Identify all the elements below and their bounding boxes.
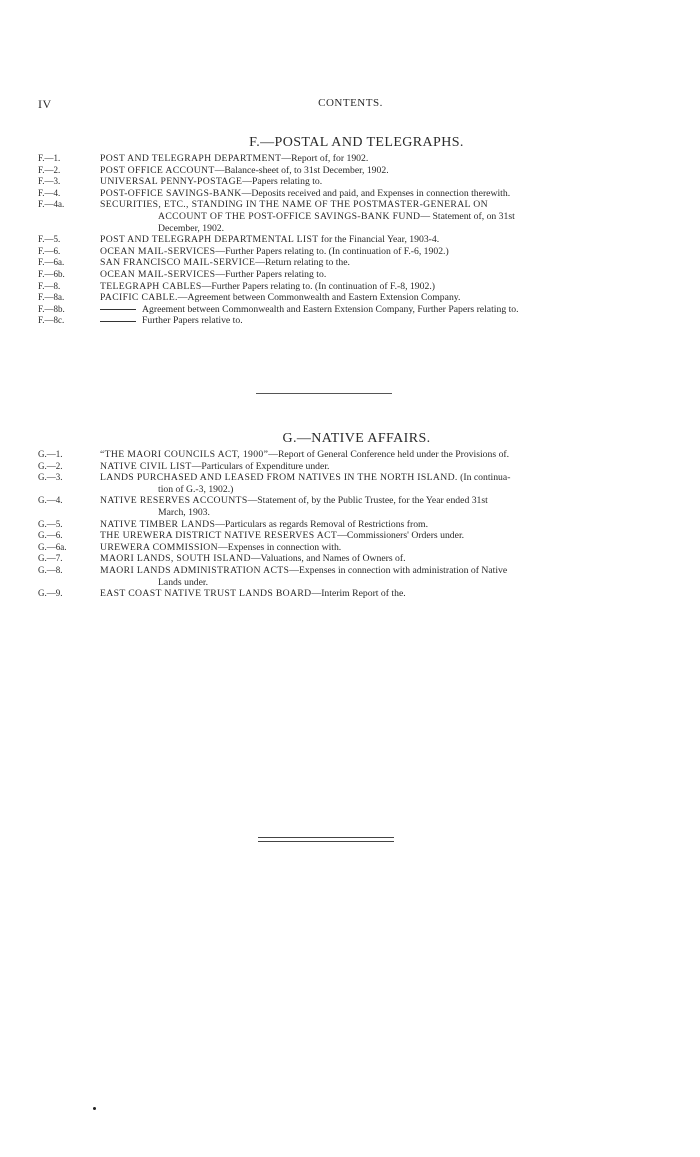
entry-continuation	[100, 507, 663, 519]
list-item	[38, 542, 663, 554]
entry-list	[38, 449, 663, 600]
entry-description: —Statement of, by the Public Trustee, for the Year ended 31st	[247, 495, 488, 507]
page-header	[38, 97, 663, 113]
entry-code: G.—4.	[38, 495, 63, 506]
entry-description: — Statement of, on 31st	[420, 210, 515, 222]
entry-text	[100, 188, 663, 200]
list-item	[38, 519, 663, 531]
list-item	[38, 565, 663, 588]
entry-description: December, 1902.	[158, 222, 225, 234]
list-item	[38, 588, 663, 600]
print-speck	[93, 1107, 96, 1110]
list-item	[38, 188, 663, 200]
entry-code: G.—6a.	[38, 541, 67, 552]
entry-text	[100, 246, 663, 258]
entry-description: —Agreement between Commonwealth and Eastern Extension Company.	[177, 292, 461, 304]
entry-description: —Report of General Conference held under the Provisions of.	[268, 449, 510, 460]
entry-continuation	[100, 223, 663, 235]
entry-code: G.—1.	[38, 449, 63, 459]
entry-text	[100, 292, 663, 304]
entry-heading: LANDS PURCHASED AND LEASED FROM NATIVES IN THE NORTH ISLAND.	[100, 472, 458, 484]
entry-text	[100, 495, 663, 518]
entry-text	[100, 165, 663, 177]
entry-text	[100, 553, 663, 565]
entry-heading: NATIVE TIMBER LANDS	[100, 518, 216, 530]
entry-text	[100, 234, 663, 246]
entry-code: F.—5.	[38, 234, 61, 245]
entry-code: F.—4a.	[38, 199, 65, 210]
entry-heading: TELEGRAPH CABLES	[100, 280, 202, 292]
list-item	[38, 304, 663, 316]
entry-description: for the Financial Year, 1903-4.	[318, 234, 440, 246]
entry-code: F.—6b.	[38, 268, 65, 279]
entry-code: G.—3.	[38, 472, 63, 483]
entry-text	[100, 176, 663, 188]
entry-heading: OCEAN MAIL-SERVICES	[100, 245, 216, 257]
section-title: G.—NATIVE AFFAIRS.	[282, 431, 431, 446]
section-postal-telegraphs	[38, 133, 663, 327]
entry-code: G.—6.	[38, 530, 63, 541]
entry-description: Agreement between Commonwealth and Eastern Extension Company, Further Papers relating to.	[142, 303, 519, 315]
entry-description: —Further Papers relating to.	[215, 268, 327, 280]
entry-heading: ACCOUNT OF THE POST-OFFICE SAVINGS-BANK FUND	[158, 210, 421, 222]
entry-heading: “THE MAORI COUNCILS ACT, 1900”	[100, 449, 269, 460]
entry-heading: POST OFFICE ACCOUNT	[100, 164, 215, 176]
entry-code: F.—1.	[38, 153, 61, 163]
entry-text	[100, 530, 663, 542]
list-item	[38, 449, 663, 461]
ditto-rule	[100, 309, 136, 310]
list-item	[38, 246, 663, 258]
entry-heading: EAST COAST NATIVE TRUST LANDS BOARD	[100, 588, 312, 600]
entry-text	[100, 281, 663, 293]
entry-text	[100, 472, 663, 495]
entry-text	[100, 565, 663, 588]
list-item	[38, 153, 663, 165]
ditto-rule	[100, 321, 136, 322]
list-item	[38, 292, 663, 304]
entry-description: March, 1903.	[158, 506, 210, 518]
entry-code: F.—2.	[38, 164, 61, 175]
entry-description: —Expenses in connection with administration of Native	[289, 564, 508, 576]
section-title: F.—POSTAL AND TELEGRAPHS.	[249, 135, 464, 150]
entry-text	[100, 199, 663, 234]
entry-description: —Deposits received and paid, and Expenses in connection therewith.	[241, 187, 511, 199]
list-item	[38, 495, 663, 518]
entry-text	[100, 588, 663, 600]
list-item	[38, 461, 663, 473]
list-item	[38, 269, 663, 281]
list-item	[38, 281, 663, 293]
entry-description: —Valuations, and Names of Owners of.	[250, 553, 406, 565]
entry-text	[100, 461, 663, 473]
entry-heading: SAN FRANCISCO MAIL-SERVICE	[100, 257, 256, 269]
entry-heading: THE UREWERA DISTRICT NATIVE RESERVES ACT	[100, 530, 338, 542]
entry-text	[100, 315, 663, 327]
entry-description: Further Papers relative to.	[142, 315, 243, 327]
entry-code: F.—8.	[38, 280, 61, 291]
list-item	[38, 199, 663, 234]
entry-heading: OCEAN MAIL-SERVICES	[100, 268, 216, 280]
entry-description: —Further Papers relating to. (In continuation of F.-6, 1902.)	[215, 245, 449, 257]
entry-code: F.—8c.	[38, 315, 65, 326]
entry-description: —Expenses in connection with.	[218, 541, 342, 553]
entry-code: G.—8.	[38, 564, 63, 575]
entry-heading: SECURITIES, ETC., STANDING IN THE NAME OF THE POSTMASTER-GENERAL ON	[100, 199, 488, 211]
entry-code: G.—9.	[38, 588, 63, 599]
entry-heading: POST AND TELEGRAPH DEPARTMENT	[100, 153, 282, 164]
entry-description: Lands under.	[158, 576, 209, 588]
entry-continuation	[100, 577, 663, 589]
entry-text	[100, 542, 663, 554]
entry-description: —Balance-sheet of, to 31st December, 1902.	[214, 164, 389, 176]
entry-code: F.—6.	[38, 245, 61, 256]
entry-heading: MAORI LANDS, SOUTH ISLAND	[100, 553, 251, 565]
entry-code: G.—7.	[38, 553, 63, 564]
entry-description: —Further Papers relating to. (In continuation of F.-8, 1902.)	[201, 280, 435, 292]
entry-description: —Interim Report of the.	[311, 588, 406, 600]
entry-code: F.—3.	[38, 176, 61, 187]
entry-text	[100, 519, 663, 531]
entry-heading: NATIVE CIVIL LIST	[100, 460, 192, 472]
section-native-affairs	[38, 429, 663, 600]
entry-description: (In continua-	[457, 472, 511, 484]
entry-heading: POST AND TELEGRAPH DEPARTMENTAL LIST	[100, 234, 319, 246]
section-divider	[256, 393, 392, 394]
entry-description: —Particulars of Expenditure under.	[191, 460, 330, 472]
entry-heading: UNIVERSAL PENNY-POSTAGE	[100, 176, 243, 188]
entry-continuation	[100, 211, 663, 223]
entry-code: F.—8a.	[38, 292, 65, 303]
list-item	[38, 176, 663, 188]
entry-heading: NATIVE RESERVES ACCOUNTS	[100, 495, 248, 507]
entry-heading: POST-OFFICE SAVINGS-BANK	[100, 187, 242, 199]
list-item	[38, 315, 663, 327]
entry-code: F.—4.	[38, 187, 61, 198]
entry-description: —Report of, for 1902.	[281, 153, 369, 164]
entry-text	[100, 153, 663, 165]
entry-heading: PACIFIC CABLE.	[100, 292, 178, 304]
entry-text	[100, 269, 663, 281]
entry-code: F.—6a.	[38, 257, 65, 268]
entry-text	[100, 304, 663, 316]
entry-heading: MAORI LANDS ADMINISTRATION ACTS	[100, 564, 290, 576]
entry-text	[100, 257, 663, 269]
entry-description: tion of G.-3, 1902.)	[158, 483, 234, 495]
entry-list	[38, 153, 663, 327]
page-number: IV	[38, 97, 52, 111]
entry-heading: UREWERA COMMISSION	[100, 541, 218, 553]
list-item	[38, 472, 663, 495]
entry-description: —Papers relating to.	[242, 176, 323, 188]
list-item	[38, 234, 663, 246]
entry-description: —Commissioners' Orders under.	[337, 530, 465, 542]
entry-code: G.—2.	[38, 460, 63, 471]
list-item	[38, 165, 663, 177]
entry-description: —Particulars as regards Removal of Restrictions from.	[215, 518, 428, 530]
entry-description: —Return relating to the.	[255, 257, 350, 269]
entry-code: F.—8b.	[38, 303, 65, 314]
page-title: CONTENTS.	[318, 97, 383, 109]
list-item	[38, 553, 663, 565]
entry-continuation	[100, 484, 663, 496]
entry-text	[100, 449, 663, 461]
end-double-rule	[258, 837, 394, 842]
list-item	[38, 530, 663, 542]
list-item	[38, 257, 663, 269]
entry-code: G.—5.	[38, 518, 63, 529]
